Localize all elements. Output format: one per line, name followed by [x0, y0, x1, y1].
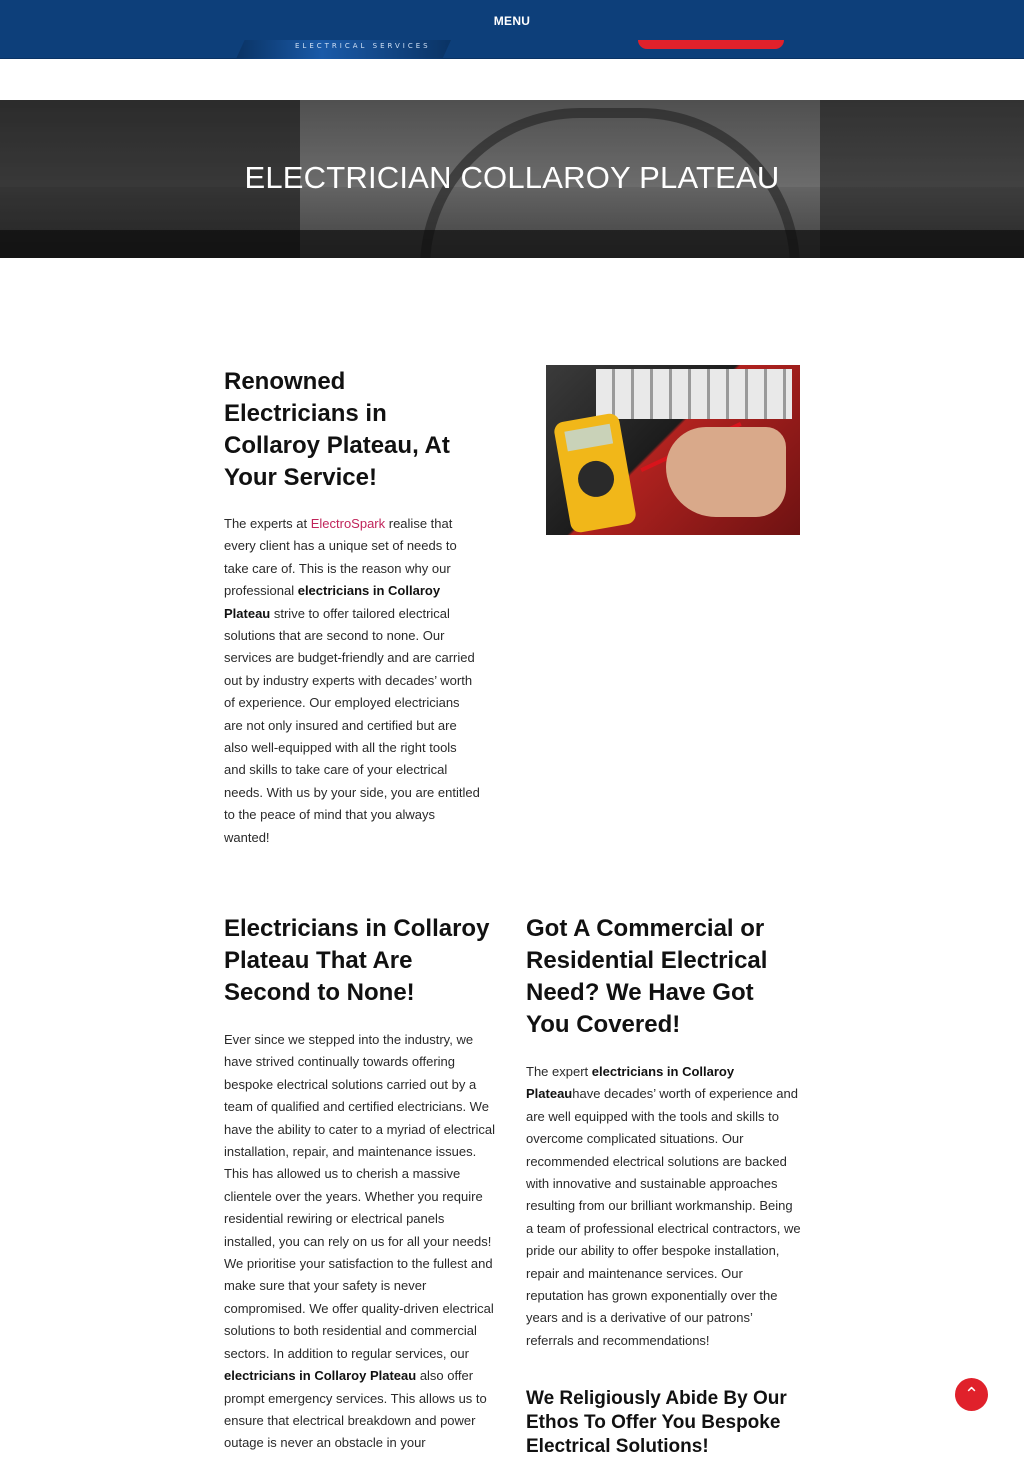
- call-to-action-button[interactable]: [638, 40, 784, 49]
- chevron-up-icon: ⌃: [963, 1384, 980, 1405]
- intro-bold-keyword: electricians in Collaroy Plateau: [224, 583, 441, 621]
- menu-toggle[interactable]: MENU: [493, 14, 531, 28]
- section-paragraph-second-to-none: [224, 1029, 496, 1455]
- paragraph-bold-keyword: electricians in Collaroy Plateau: [526, 1064, 735, 1102]
- paragraph-text-start: Ever since we stepped into the industry, we have strived continually towards offering bespoke electrical solutions carried out by a team of qualified and certified electricians. We have the ability to cater to a myriad of electrical installation, repair, and maintenance issues. This has allowed us to cherish a massive clientele over the years. Whether you require residential rewiring or electrical panels installed, you can rely on us for all your needs! We prioritise your satisfaction to the fullest and make sure that your safety is never compromised. We offer quality-driven electrical solutions to both residential and commercial sectors. In addition to regular services, our: [224, 1032, 495, 1361]
- section-subheading-ethos: We Religiously Abide By Our Ethos To Offer You Bespoke Electrical Solutions!: [526, 1388, 787, 1457]
- section-heading-second-to-none: Electricians in Collaroy Plateau That Are Second to None!: [224, 915, 490, 1006]
- technician-hand: [666, 427, 786, 517]
- circuit-breakers: [596, 369, 792, 419]
- intro-text-middle: realise that every client has a unique set of needs to take care of. This is the reason why our professional: [224, 516, 457, 599]
- section-heading-renowned: Renowned Electricians in Collaroy Plateau, At Your Service!: [224, 368, 450, 491]
- logo-tagline: [295, 42, 431, 50]
- section-paragraph-intro: [224, 513, 480, 849]
- paragraph-text-end: have decades’ worth of experience and are well equipped with the tools and skills to overcome complicated situations. Our recommended electrical solutions are backed with innovative and sustainable approaches resulting from our brilliant workmanship. Being a team of professional electrical contractors, we pride our ability to offer bespoke installation, repair and maintenance services. Our reputation has grown exponentially over the years and is a derivative of our patrons’ referrals and recommendations!: [526, 1086, 801, 1348]
- section-paragraph-commercial-residential: [526, 1061, 802, 1352]
- multimeter-screen: [564, 424, 613, 452]
- paragraph-bold-keyword: electricians in Collaroy Plateau: [224, 1368, 417, 1384]
- multimeter-dial: [575, 458, 617, 500]
- top-navigation-bar: [0, 0, 1024, 59]
- paragraph-text-end: also offer prompt emergency services. This allows us to ensure that electrical breakdown and power outage is never an obstacle in your: [224, 1368, 487, 1451]
- section-heading-commercial-residential: Got A Commercial or Residential Electrical Need? We Have Got You Covered!: [526, 915, 768, 1038]
- electrospark-link[interactable]: ElectroSpark: [310, 516, 386, 531]
- back-to-top-button[interactable]: [955, 1378, 988, 1411]
- paragraph-text-start: The expert: [526, 1064, 592, 1079]
- hero-banner: [0, 100, 1024, 258]
- multimeter-photo: [546, 365, 800, 535]
- intro-text-end: strive to offer tailored electrical solutions that are second to none. Our services are budget-friendly and are carried out by industry experts with decades’ worth of experience. Our employed electricians are not only insured and certified but are also well-equipped with all the right tools and skills to take care of your electrical needs. With us by your side, you are entitled to the peace of mind that you always wanted!: [224, 605, 480, 845]
- multimeter: [553, 412, 637, 534]
- intro-text-start: The experts at: [224, 516, 311, 531]
- page-title: ELECTRICIAN COLLAROY PLATEAU: [244, 160, 780, 195]
- logo-text: ELECTRICAL SERVICES: [295, 42, 431, 50]
